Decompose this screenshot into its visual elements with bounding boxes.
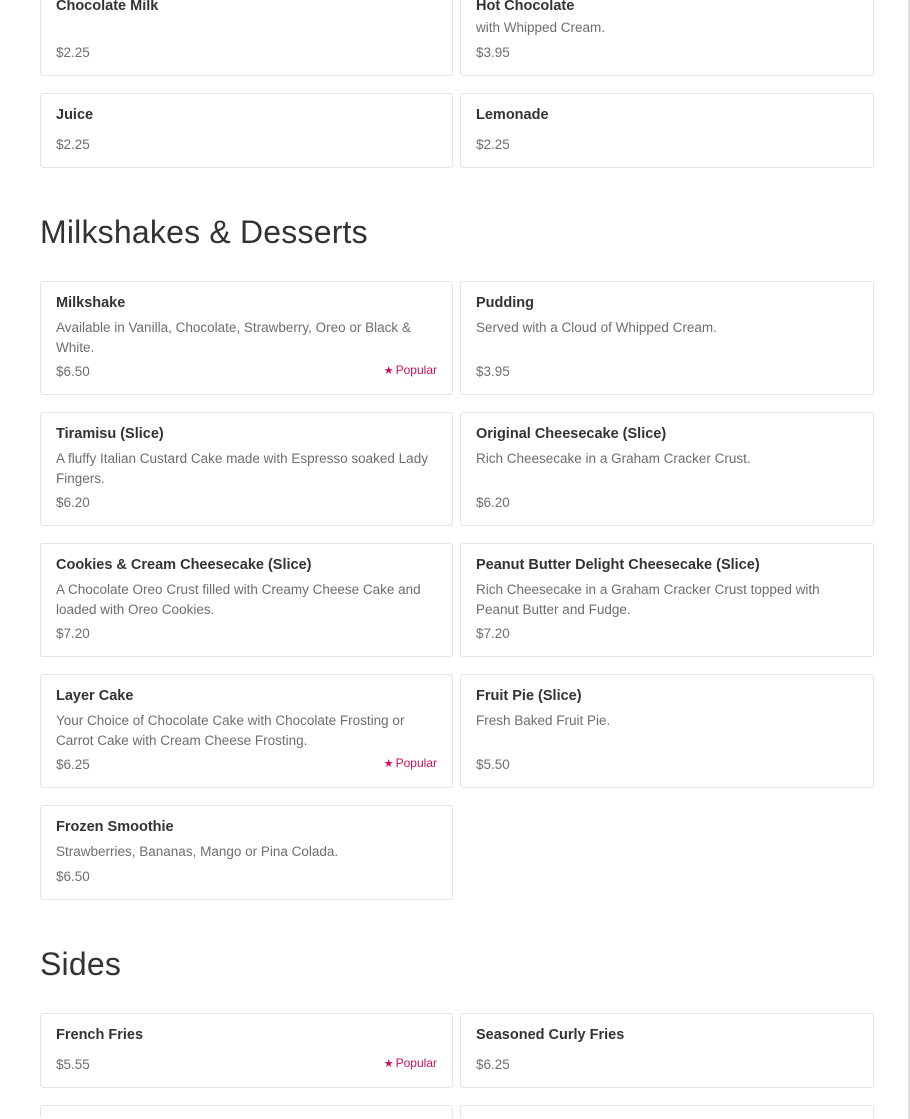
menu-item-fruit-pie[interactable] bbox=[460, 674, 874, 788]
item-name: Milkshake bbox=[56, 295, 126, 311]
menu-item-tiramisu[interactable] bbox=[40, 412, 453, 526]
section-title-desserts: Milkshakes & Desserts bbox=[40, 214, 368, 250]
item-name: Frozen Smoothie bbox=[56, 819, 174, 835]
item-price: $6.50 bbox=[56, 869, 90, 884]
item-price: $2.25 bbox=[56, 45, 90, 60]
item-name: Pudding bbox=[476, 295, 534, 311]
popular-badge bbox=[384, 756, 437, 770]
item-name: Hot Chocolate bbox=[476, 0, 575, 14]
item-name: Seasoned Curly Fries bbox=[476, 1027, 625, 1043]
item-price: $3.95 bbox=[476, 364, 510, 379]
item-price: $2.25 bbox=[476, 137, 510, 152]
item-name: Fruit Pie (Slice) bbox=[476, 688, 582, 704]
menu-item-hot-chocolate[interactable] bbox=[460, 0, 874, 76]
item-description: Rich Cheesecake in a Graham Cracker Crust topped with Peanut Butter and Fudge. bbox=[476, 582, 820, 617]
item-price: $6.25 bbox=[56, 757, 90, 772]
item-price: $6.20 bbox=[56, 495, 90, 510]
item-name: Juice bbox=[56, 107, 94, 123]
menu-item-partial[interactable] bbox=[40, 1105, 453, 1119]
item-description: A Chocolate Oreo Crust filled with Creamy Cheese Cake and loaded with Oreo Cookies. bbox=[56, 582, 421, 617]
star-icon: ★ bbox=[383, 758, 394, 770]
item-name: Original Cheesecake (Slice) bbox=[476, 426, 667, 442]
item-description: Served with a Cloud of Whipped Cream. bbox=[476, 320, 717, 335]
item-price: $3.95 bbox=[476, 45, 510, 60]
menu-item-milkshake[interactable] bbox=[40, 281, 453, 395]
menu-item-juice[interactable] bbox=[40, 93, 453, 168]
menu-item-lemonade[interactable] bbox=[460, 93, 874, 168]
popular-label: Popular bbox=[395, 1056, 437, 1070]
item-name: Chocolate Milk bbox=[56, 0, 159, 14]
item-name: Tiramisu (Slice) bbox=[56, 426, 164, 442]
item-price: $6.25 bbox=[476, 1057, 510, 1072]
popular-badge bbox=[384, 1056, 437, 1070]
item-description: Available in Vanilla, Chocolate, Strawberry, Oreo or Black & White. bbox=[56, 320, 411, 355]
item-name: French Fries bbox=[56, 1027, 144, 1043]
menu-item-partial[interactable] bbox=[460, 1105, 874, 1119]
menu-item-layer-cake[interactable] bbox=[40, 674, 453, 788]
item-price: $6.20 bbox=[476, 495, 510, 510]
item-price: $6.50 bbox=[56, 364, 90, 379]
item-description: Your Choice of Chocolate Cake with Chocolate Frosting or Carrot Cake with Cream Cheese Frosting. bbox=[56, 713, 405, 748]
menu-item-french-fries[interactable] bbox=[40, 1013, 453, 1088]
item-description: Rich Cheesecake in a Graham Cracker Crust. bbox=[476, 451, 751, 466]
item-description: Fresh Baked Fruit Pie. bbox=[476, 713, 611, 728]
item-price: $5.55 bbox=[56, 1057, 90, 1072]
menu-item-cookies-cream-cheesecake[interactable] bbox=[40, 543, 453, 657]
menu-item-original-cheesecake[interactable] bbox=[460, 412, 874, 526]
item-name: Peanut Butter Delight Cheesecake (Slice) bbox=[476, 557, 760, 573]
item-name: Cookies & Cream Cheesecake (Slice) bbox=[56, 557, 312, 573]
item-name: Lemonade bbox=[476, 107, 549, 123]
star-icon: ★ bbox=[383, 365, 394, 377]
menu-item-chocolate-milk[interactable] bbox=[40, 0, 453, 76]
menu-item-seasoned-curly-fries[interactable] bbox=[460, 1013, 874, 1088]
item-description: with Whipped Cream. bbox=[476, 20, 606, 35]
item-price: $7.20 bbox=[56, 626, 90, 641]
star-icon: ★ bbox=[383, 1058, 394, 1070]
item-price: $7.20 bbox=[476, 626, 510, 641]
menu-item-frozen-smoothie[interactable] bbox=[40, 805, 453, 900]
item-name: Layer Cake bbox=[56, 688, 134, 704]
item-description: Strawberries, Bananas, Mango or Pina Colada. bbox=[56, 844, 339, 859]
popular-label: Popular bbox=[395, 363, 437, 377]
popular-badge bbox=[384, 363, 437, 377]
item-price: $5.50 bbox=[476, 757, 510, 772]
item-price: $2.25 bbox=[56, 137, 90, 152]
menu-item-peanut-butter-cheesecake[interactable] bbox=[460, 543, 874, 657]
section-title-sides: Sides bbox=[40, 946, 122, 982]
menu-item-pudding[interactable] bbox=[460, 281, 874, 395]
item-description: A fluffy Italian Custard Cake made with Espresso soaked Lady Fingers. bbox=[56, 451, 428, 486]
popular-label: Popular bbox=[395, 756, 437, 770]
